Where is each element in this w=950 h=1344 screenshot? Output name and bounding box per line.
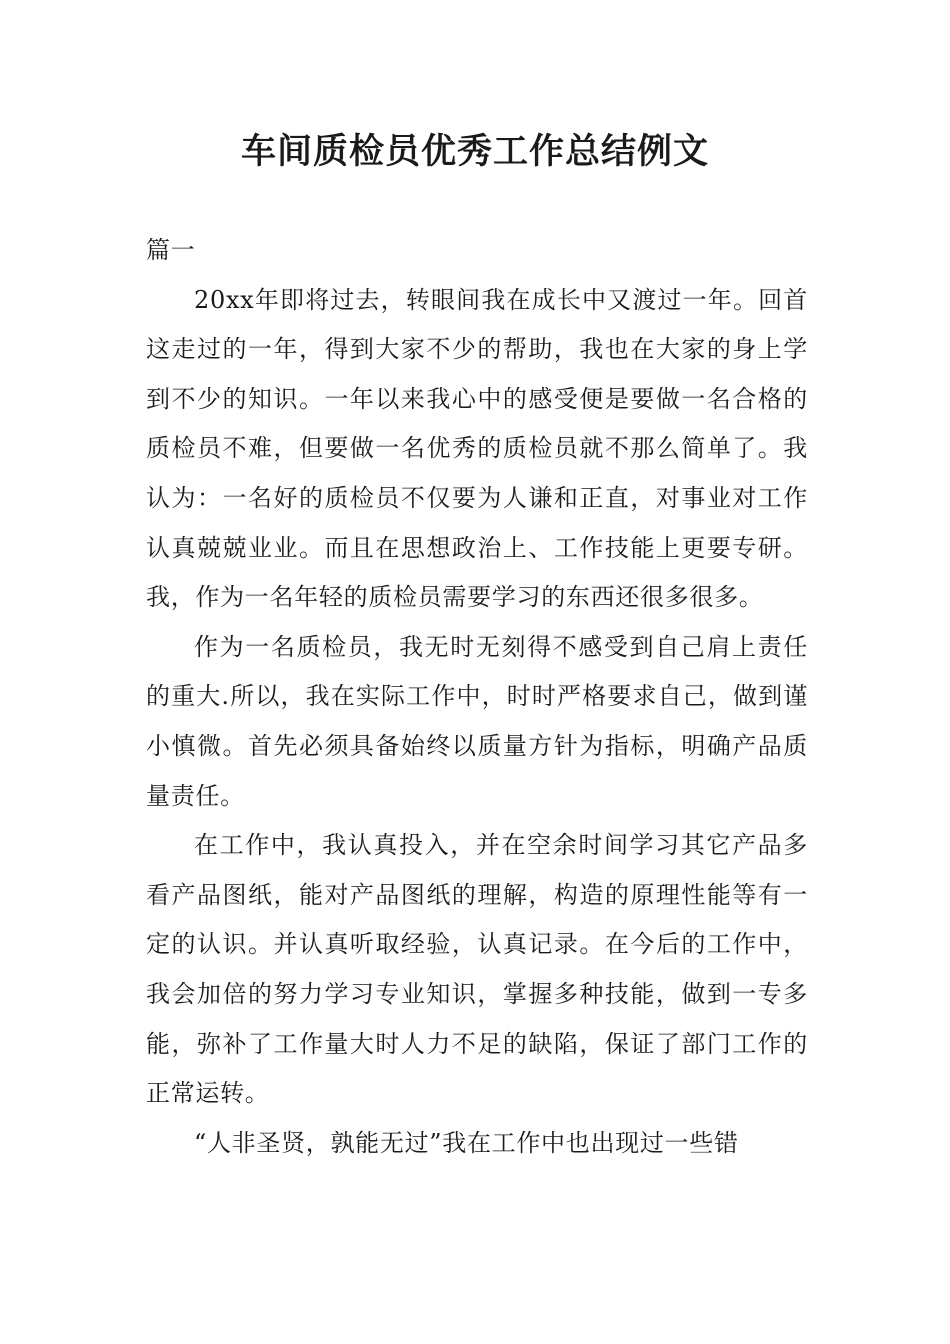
section-label: 篇一 [146, 236, 196, 264]
document-body [146, 226, 808, 1168]
paragraph-4: “人非圣贤，孰能无过”我在工作中也出现过一些错 [194, 1128, 739, 1157]
paragraph-1: 20xx年即将过去，转眼间我在成长中又渡过一年。回首这走过的一年，得到大家不少的帮助，我也在大家的身上学到不少的知识。一年以来我心中的感受便是要做一名合格的质检员不难，但要做一名优秀的质检员就不那么简单了。我认为：一名好的质检员不仅要为人谦和正直，对事业对工作认真兢兢业业。而且在思想政治上、工作技能上更要专研。我，作为一名年轻的质检员需要学习的东西还很多很多。 [146, 285, 808, 612]
paragraph-2: 作为一名质检员，我无时无刻得不感受到自己肩上责任的重大.所以，我在实际工作中，时时严格要求自己，做到谨小慎微。首先必须具备始终以质量方针为指标，明确产品质量责任。 [146, 632, 808, 810]
paragraph-3: 在工作中，我认真投入，并在空余时间学习其它产品多看产品图纸，能对产品图纸的理解，构造的原理性能等有一定的认识。并认真听取经验，认真记录。在今后的工作中，我会加倍的努力学习专业知识，掌握多种技能，做到一专多能，弥补了工作量大时人力不足的缺陷，保证了部门工作的正常运转。 [146, 831, 808, 1108]
document-title: 车间质检员优秀工作总结例文 [240, 132, 709, 172]
